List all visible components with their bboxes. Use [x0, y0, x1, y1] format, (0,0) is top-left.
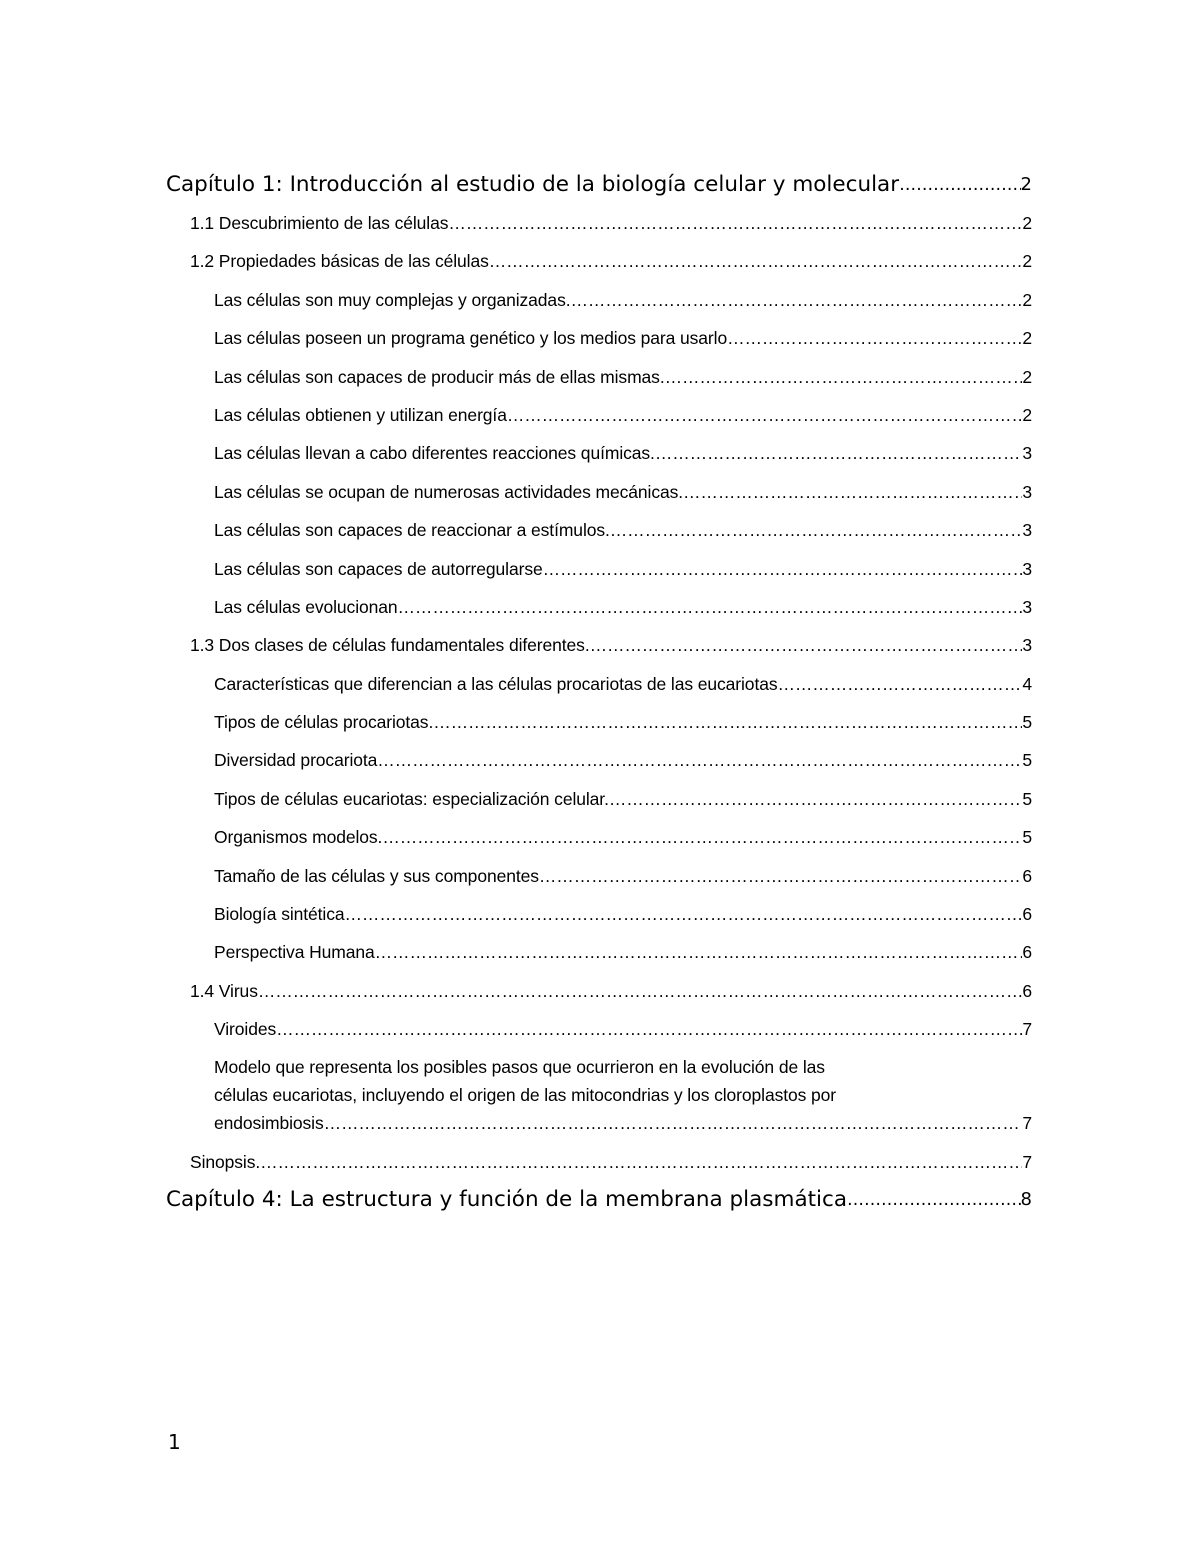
toc-page-number: 2 — [1022, 366, 1032, 387]
toc-entry-title: 1.2 Propiedades básicas de las células — [190, 251, 489, 272]
toc-page-number: 6 — [1022, 980, 1032, 1001]
toc-entry-title-line-2: células eucariotas, incluyendo el origen de las mitocondrias y los cloroplastos por — [214, 1084, 837, 1105]
toc-entry-title: Las células se ocupan de numerosas actividades mecánicas. — [214, 481, 684, 502]
dot-leader — [590, 626, 1023, 664]
toc-entry[interactable] — [166, 434, 1032, 472]
dot-leader — [382, 818, 1022, 856]
toc-entry-title: Las células obtienen y utilizan energía — [214, 404, 507, 425]
dot-leader — [377, 741, 1022, 779]
toc-entry[interactable] — [166, 281, 1032, 319]
dot-leader — [276, 1010, 1022, 1048]
toc-entry-title: Organismos modelos. — [214, 827, 383, 848]
dot-leader — [507, 396, 1023, 434]
toc-page-number: 5 — [1022, 712, 1032, 733]
toc-entry[interactable] — [166, 780, 1032, 818]
toc-page-number: 6 — [1022, 942, 1032, 963]
toc-page-number: 3 — [1022, 635, 1032, 656]
toc-entry-title-line-3: endosimbiosis — [214, 1112, 324, 1133]
dot-leader — [260, 1143, 1022, 1181]
toc-entry[interactable] — [166, 588, 1032, 626]
toc-page-number: 5 — [1022, 788, 1032, 809]
toc-entry-chapter-4[interactable] — [166, 1181, 1032, 1219]
dot-leader — [683, 473, 1022, 511]
dot-leader — [258, 972, 1023, 1010]
toc-entry[interactable] — [166, 703, 1032, 741]
toc-entry-title: Las células son muy complejas y organizadas. — [214, 289, 571, 310]
toc-entry-title: Viroides — [214, 1019, 277, 1040]
toc-page-number: 7 — [1022, 1151, 1032, 1172]
dot-leader — [345, 895, 1023, 933]
toc-entry[interactable] — [166, 933, 1032, 971]
toc-page-number: 3 — [1022, 520, 1032, 541]
toc-entry-title-line-1: Modelo que representa los posibles pasos que ocurrieron en la evolución de las — [214, 1056, 825, 1077]
toc-entry[interactable] — [166, 626, 1032, 664]
toc-entry-title: Tipos de células procariotas. — [214, 712, 434, 733]
toc-entry-title: 1.4 Virus — [190, 980, 258, 1001]
dot-leader — [610, 511, 1023, 549]
dot-leader — [543, 550, 1023, 588]
toc-entry-title: Las células poseen un programa genético y los medios para usarlo — [214, 328, 728, 349]
toc-entry-title: Tipos de células eucariotas: especialización celular. — [214, 788, 609, 809]
toc-page-number: 2 — [1022, 328, 1032, 349]
toc-page-number: 3 — [1022, 596, 1032, 617]
toc-entry-modelo-evolucion[interactable] — [166, 1049, 1032, 1137]
toc-page-number: 5 — [1022, 750, 1032, 771]
toc-entries — [166, 166, 1032, 1049]
toc-page-number: 6 — [1022, 865, 1032, 886]
dot-leader — [727, 319, 1022, 357]
toc-page-number: 2 — [1022, 251, 1032, 272]
toc-entry-title: Las células son capaces de reaccionar a estímulos. — [214, 520, 610, 541]
toc-page-number: 3 — [1022, 558, 1032, 579]
toc-page-number: 4 — [1022, 673, 1032, 694]
toc-entry-title: Sinopsis. — [190, 1151, 261, 1172]
toc-page-number: 6 — [1022, 904, 1032, 925]
dot-leader — [489, 242, 1023, 280]
toc-entry-title: Capítulo 4: La estructura y función de la membrana plasmática — [166, 1186, 848, 1212]
dot-leader — [778, 665, 1023, 703]
toc-page-number: 7 — [1022, 1019, 1032, 1040]
toc-entry-title: Las células son capaces de autorregularse — [214, 558, 543, 579]
toc-entry[interactable] — [166, 741, 1032, 779]
dot-leader — [655, 434, 1023, 472]
toc-entry-title: Las células son capaces de producir más de ellas mismas. — [214, 366, 665, 387]
dot-leader — [899, 166, 1020, 204]
toc-entry[interactable] — [166, 972, 1032, 1010]
toc-page-number: 2 — [1020, 174, 1032, 195]
dot-leader — [539, 857, 1022, 895]
toc-entry-title: Biología sintética — [214, 904, 345, 925]
toc-entry-title: Tamaño de las células y sus componentes — [214, 865, 539, 886]
toc-page-number: 2 — [1022, 404, 1032, 425]
toc-entry[interactable] — [166, 396, 1032, 434]
toc-entry-title: Perspectiva Humana — [214, 942, 375, 963]
dot-leader — [609, 780, 1023, 818]
toc-page-number: 5 — [1022, 827, 1032, 848]
toc-entry[interactable] — [166, 665, 1032, 703]
toc-entry-title: 1.1 Descubrimiento de las células — [190, 212, 449, 233]
toc-entry[interactable] — [166, 473, 1032, 511]
toc-entry-title: Diversidad procariota — [214, 750, 378, 771]
toc-page-number: 2 — [1022, 289, 1032, 310]
toc-entry-title: Las células evolucionan — [214, 596, 398, 617]
toc-entry-title: Las células llevan a cabo diferentes reacciones químicas. — [214, 443, 655, 464]
toc-page-number: 7 — [1022, 1112, 1032, 1133]
table-of-contents — [166, 166, 1032, 1219]
toc-entry[interactable] — [166, 319, 1032, 357]
footer-page-number: 1 — [168, 1430, 181, 1454]
toc-entry[interactable] — [166, 550, 1032, 588]
toc-entry[interactable] — [166, 242, 1032, 280]
toc-page-number: 3 — [1022, 481, 1032, 502]
toc-entry-title: Características que diferencian a las células procariotas de las eucariotas — [214, 673, 778, 694]
dot-leader — [665, 358, 1023, 396]
toc-entry-title: Capítulo 1: Introducción al estudio de la biología celular y molecular — [166, 172, 900, 197]
dot-leader — [570, 281, 1022, 319]
toc-entry[interactable] — [166, 857, 1032, 895]
toc-entry[interactable] — [166, 204, 1032, 242]
toc-entry[interactable] — [166, 358, 1032, 396]
toc-entry[interactable] — [166, 818, 1032, 856]
toc-page-number: 8 — [1020, 1188, 1032, 1210]
dot-leader — [448, 204, 1022, 242]
toc-entry-sinopsis[interactable] — [166, 1143, 1032, 1181]
toc-entry[interactable] — [166, 166, 1032, 204]
toc-entry[interactable] — [166, 895, 1032, 933]
dot-leader — [375, 933, 1023, 971]
dot-leader — [324, 1109, 1023, 1137]
dot-leader — [847, 1181, 1021, 1219]
dot-leader — [433, 703, 1022, 741]
toc-page-number: 3 — [1022, 443, 1032, 464]
toc-entry-title: 1.3 Dos clases de células fundamentales diferentes. — [190, 635, 590, 656]
toc-page-number: 2 — [1022, 212, 1032, 233]
toc-entry[interactable] — [166, 511, 1032, 549]
toc-entry[interactable] — [166, 1010, 1032, 1048]
dot-leader — [398, 588, 1023, 626]
